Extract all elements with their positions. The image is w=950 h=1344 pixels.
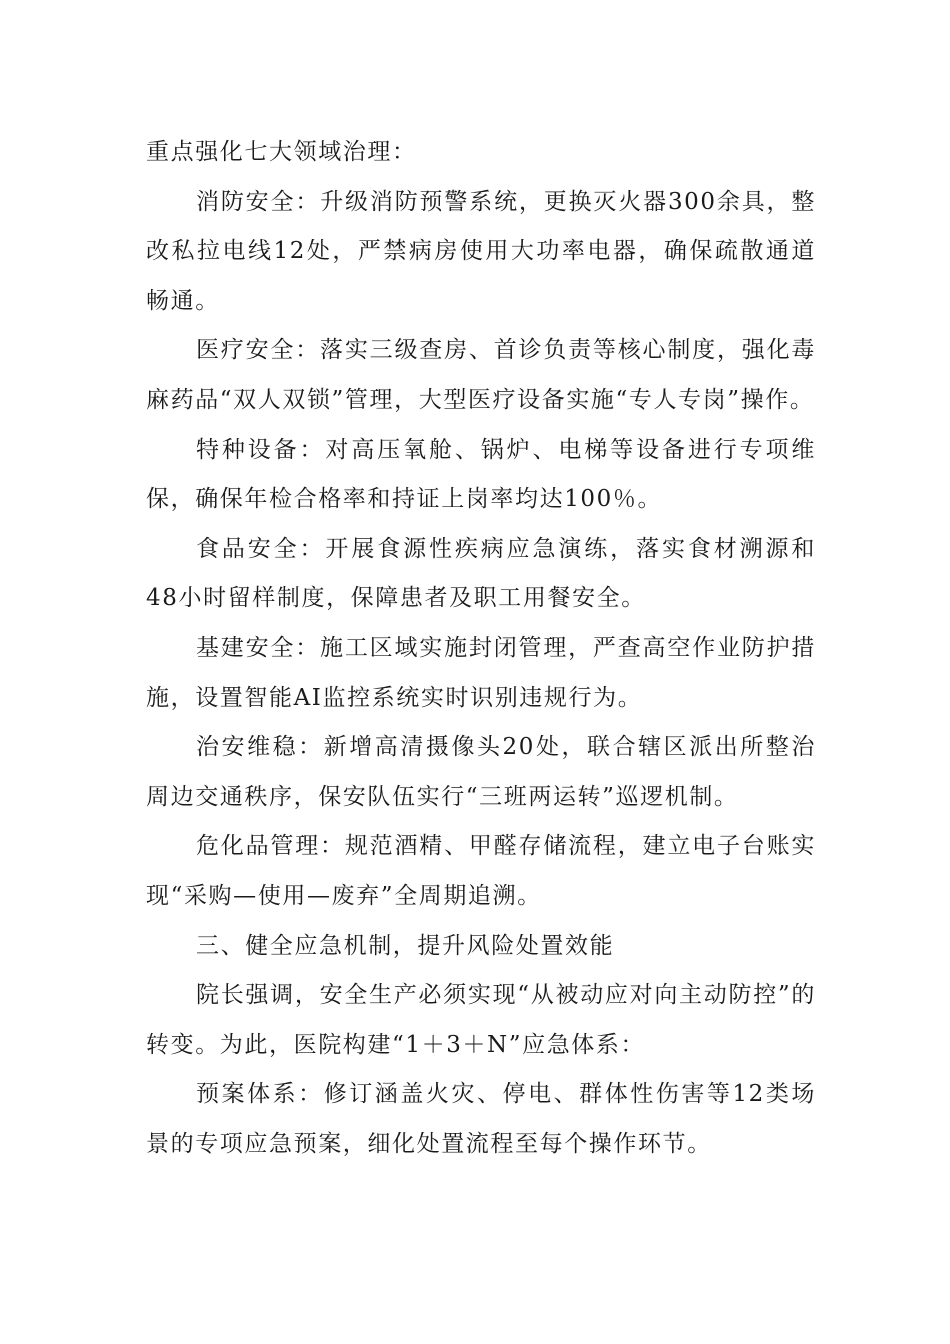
paragraph-food-safety: 食品安全：开展食源性疾病应急演练，落实食材溯源和48小时留样制度，保障患者及职工用餐安全。 (146, 535, 816, 612)
section-heading-emergency: 三、健全应急机制，提升风险处置效能 (196, 932, 615, 959)
paragraph-plan-system: 预案体系：修订涵盖火灾、停电、群体性伤害等12类场景的专项应急预案，细化处置流程至每个操作环节。 (146, 1081, 816, 1157)
document-body (146, 128, 816, 1169)
paragraph-medical-safety: 医疗安全：落实三级查房、首诊负责等核心制度，强化毒麻药品“双人双锁”管理，大型医疗设备实施“专人专岗”操作。 (146, 337, 816, 413)
paragraph-public-security: 治安维稳：新增高清摄像头20处，联合辖区派出所整治周边交通秩序，保安队伍实行“三班两运转”巡逻机制。 (146, 734, 816, 810)
paragraph-special-equipment: 特种设备：对高压氧舱、锅炉、电梯等设备进行专项维保，确保年检合格率和持证上岗率均达100％。 (146, 436, 816, 513)
paragraph-intro: 重点强化七大领域治理： (146, 139, 417, 165)
paragraph-hazardous-chemicals: 危化品管理：规范酒精、甲醛存储流程，建立电子台账实现“采购—使用—废弃”全周期追溯。 (146, 833, 816, 909)
paragraph-fire-safety: 消防安全：升级消防预警系统，更换灭火器300余具，整改私拉电线12处，严禁病房使用大功率电器，确保疏散通道畅通。 (146, 188, 816, 314)
paragraph-director-emphasis: 院长强调，安全生产必须实现“从被动应对向主动防控”的转变。为此，医院构建“1＋3＋N”应急体系： (146, 982, 816, 1058)
paragraph-construction-safety: 基建安全：施工区域实施封闭管理，严查高空作业防护措施，设置智能AI监控系统实时识别违规行为。 (146, 634, 816, 711)
